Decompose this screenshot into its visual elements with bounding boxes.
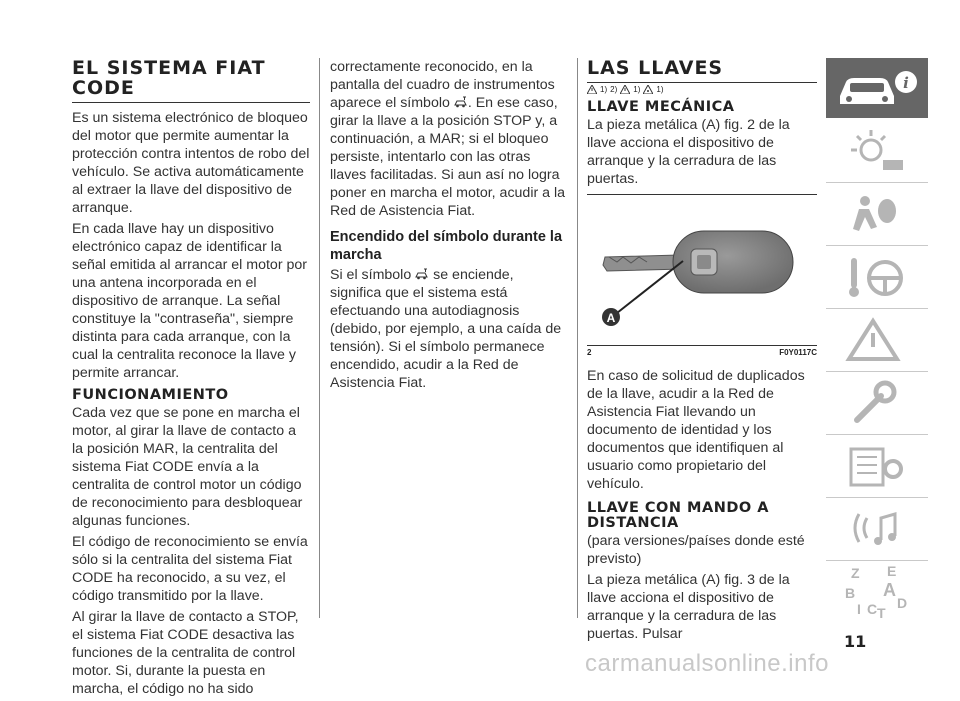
sidebar-item-driving[interactable] (826, 246, 928, 309)
reference-number: 1) (600, 85, 608, 94)
paragraph: Es un sistema electrónico de bloqueo del motor que permite aumentar la protección contra intentos de robo del vehículo. Se activa automáticamente al extraer la llave del dispositivo de arranque. (72, 110, 310, 216)
fiat-code-car-key-icon (454, 96, 468, 109)
figure-key-illustration (587, 194, 817, 346)
sidebar-item-maintenance[interactable] (826, 372, 928, 435)
heading-encendido: Encendido del símbolo durante la marcha (330, 229, 563, 263)
sidebar-item-safety[interactable] (826, 183, 928, 246)
sidebar-item-emergency[interactable] (826, 309, 928, 372)
reference-number: 2) (610, 85, 618, 94)
heading-llave-mecanica: LLAVE MECÁNICA (587, 99, 735, 115)
figure-code: F0Y0117C (779, 348, 817, 357)
paragraph: En caso de solicitud de duplicados de la llave, acudir a la Red de Asistencia Fiat llevando un documento de identidad y los documentos que identifiquen al usuario como propietario del vehículo. (587, 368, 805, 492)
paragraph: En cada llave hay un dispositivo electrónico capaz de identificar la señal emitida al arrancar el motor por una antena incorporada en el dispositivo de arranque. La señal constituye la "contraseña", siempre distinta para cada arranque, con la cual la centralita reconoce la llave y permite arrancar. (72, 221, 307, 381)
paragraph: Al girar la llave de contacto a STOP, el sistema Fiat CODE desactiva las funciones de la centralita de control motor. Si, durante la puesta en marcha, el código no ha sido (72, 609, 299, 697)
warning-triangle-icon (620, 85, 630, 94)
section-title-fiat-code: EL SISTEMA FIAT CODE (72, 58, 310, 103)
key-illustration (587, 195, 817, 345)
sidebar-item-index[interactable] (826, 561, 928, 623)
wrench-icon (837, 378, 917, 428)
svg-text:B: B (845, 585, 856, 601)
svg-text:C: C (867, 601, 878, 617)
column-1 (72, 58, 310, 701)
dashboard-lights-icon (837, 126, 917, 176)
specs-icon (837, 441, 917, 491)
figure-number: 2 (587, 348, 592, 357)
section-title-llaves: LAS LLAVES (587, 58, 817, 83)
svg-text:T: T (877, 605, 886, 620)
text-span: correctamente reconocido, en la pantalla del cuadro de instrumentos aparece el símbolo (330, 59, 555, 111)
paragraph: Cada vez que se pone en marcha el motor, al girar la llave de contacto a la posición MAR, la centralita del sistema Fiat CODE envía a la centralita de control motor un código de reconocimiento para desbloquear algunas funciones. (72, 405, 303, 529)
reference-number: 1) (633, 85, 641, 94)
paragraph (330, 266, 568, 392)
paragraph: El código de reconocimiento se envía sólo si la centralita del sistema Fiat CODE ha reconocido, a su vez, el código transmitido por la llave. (72, 534, 308, 604)
warning-triangle-icon (837, 315, 917, 365)
sidebar-item-multimedia[interactable] (826, 498, 928, 561)
column-2 (330, 58, 568, 395)
sidebar-item-specs[interactable] (826, 435, 928, 498)
heading-llave-mando: LLAVE CON MANDO A DISTANCIA (587, 500, 769, 531)
paragraph (330, 58, 568, 220)
note-icon (643, 85, 653, 94)
sidebar-item-car-info[interactable] (826, 58, 928, 118)
svg-text:Z: Z (851, 565, 860, 581)
car-info-icon (832, 66, 922, 110)
page-number: 11 (844, 632, 867, 651)
svg-text:D: D (897, 595, 908, 611)
paragraph: (para versiones/países donde esté previsto) (587, 533, 805, 567)
column-divider (319, 58, 320, 618)
svg-text:I: I (857, 601, 861, 617)
index-icon (837, 564, 917, 620)
paragraph: La pieza metálica (A) fig. 2 de la llave acciona el dispositivo de arranque y la cerradura de las puertas. (587, 117, 790, 187)
warning-triangle-icon (587, 85, 597, 94)
paragraph: La pieza metálica (A) fig. 3 de la llave acciona el dispositivo de arranque y la cerradura de las puertas. Pulsar (587, 572, 790, 642)
svg-text:E: E (887, 564, 897, 579)
watermark: carmanualsonline.info (585, 650, 829, 677)
column-3 (587, 58, 817, 646)
figure-caption (587, 348, 817, 357)
text-span: se enciende, significa que el sistema está efectuando una autodiagnosis (debido, por ejemplo, a una caída de tensión). Si el símbolo permanece encendido, acudir a la Red de Asistencia Fiat. (330, 267, 562, 391)
warning-references (587, 85, 817, 94)
text-span: Si el símbolo (330, 267, 412, 283)
sidebar-item-dashboard-lights[interactable] (826, 120, 928, 183)
figure-callout-label: A (606, 311, 616, 325)
svg-text:i: i (903, 74, 909, 92)
reference-number: 1) (656, 85, 664, 94)
fiat-code-car-key-icon (415, 268, 429, 281)
svg-text:A: A (883, 580, 896, 600)
column-divider (577, 58, 578, 618)
heading-funcionamiento: FUNCIONAMIENTO (72, 387, 229, 403)
multimedia-icon (837, 504, 917, 554)
chapter-sidebar (826, 58, 928, 623)
text-span: . En ese caso, girar la llave a la posición STOP y, a continuación, a MAR; si el bloqueo persiste, intentarlo con las otras llaves facilitadas. Si aun así no logra poner en marcha el motor, acudir a la Red de Asistencia Fiat. (330, 95, 566, 219)
steering-wheel-icon (837, 252, 917, 302)
airbag-icon (837, 189, 917, 239)
